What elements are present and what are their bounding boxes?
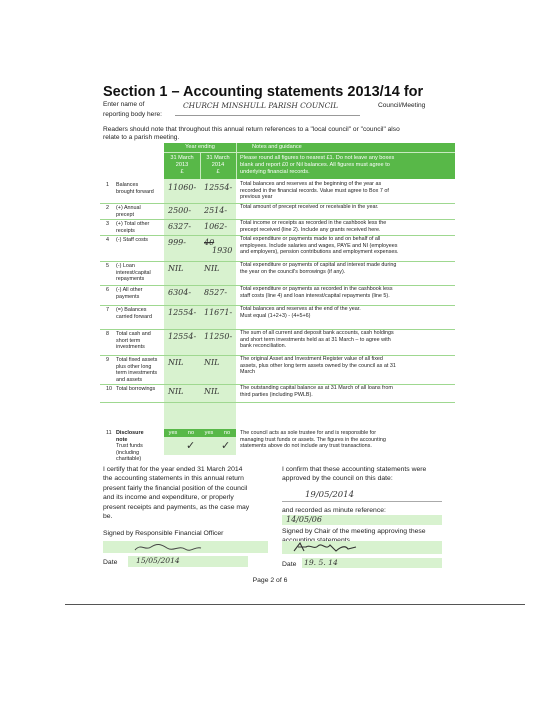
row-label: (+) Annual precept <box>116 205 141 218</box>
row-number: 11 <box>106 430 112 436</box>
value-2013[interactable]: NIL <box>168 358 184 367</box>
value-2013[interactable]: 6304- <box>168 288 192 297</box>
chair-signature-field[interactable] <box>282 541 442 554</box>
signed-chair-label: Signed by Chair of the meeting approving these <box>282 528 426 535</box>
value-2014[interactable]: 11671- <box>204 308 233 317</box>
value-2014[interactable]: NIL <box>204 358 220 367</box>
row-label: Total fixed assets plus other long term investments and assets <box>116 357 158 383</box>
date-label-left: Date <box>103 559 118 566</box>
row-note: Total expenditure or payments made to and on behalf of all employees. Include salaries and wages, PAYE and NI (employees and employers), pension contributions and employment expenses. <box>240 236 399 256</box>
chair-signature <box>292 541 362 554</box>
row-label: Balances brought forward <box>116 182 154 195</box>
row-11-note: The council acts as sole trustee for and is responsible for managing trust funds or assets. The figures in the accounting statements above do not include any trust transactions. <box>240 430 386 450</box>
value-2013[interactable]: 11060- <box>168 183 197 192</box>
reporting-body-name: CHURCH MINSHULL PARISH COUNCIL <box>183 101 339 110</box>
checkmark-icon: ✓ <box>221 439 231 452</box>
value-2014[interactable]: 11250- <box>204 332 233 341</box>
value-2013[interactable]: 6327- <box>168 222 192 231</box>
row-note: The outstanding capital balance as at 31 March of all loans from third parties (including PWLB). <box>240 385 393 398</box>
signed-rfo-label: Signed by Responsible Financial Officer <box>103 530 224 537</box>
row-11-label: Trust funds (including charitable) <box>116 443 143 463</box>
rfo-signature <box>133 541 203 553</box>
date-field-left[interactable] <box>128 556 248 567</box>
notes-guidance: Please round all figures to nearest £1. Do not leave any boxes blank and report £0 or Nil balances. All figures must agree to underlying financial records. <box>240 155 395 175</box>
minute-ref-field[interactable] <box>282 515 442 525</box>
value-2014[interactable]: NIL <box>204 264 220 273</box>
row-label: (=) Balances carried forward <box>116 307 152 320</box>
row-number: 6 <box>106 287 109 293</box>
notes-heading: Notes and guidance <box>252 144 302 150</box>
row-note: Total expenditure or payments of capital and interest made during the year on the council's borrowings (if any). <box>240 262 397 275</box>
date-right: 19. 5. 14 <box>304 558 338 567</box>
reporting-body-field[interactable] <box>175 99 360 116</box>
row-number: 1 <box>106 182 109 188</box>
rfo-signature-field[interactable] <box>103 541 268 553</box>
row-label: (-) Staff costs <box>116 237 148 243</box>
row-label: (-) Loan interest/capital repayments <box>116 263 151 283</box>
value-2013[interactable]: 12554- <box>168 332 197 341</box>
yes-2013[interactable]: yes <box>164 429 182 437</box>
certify-text: I certify that for the year ended 31 March 2014 the accounting statements in this annual return present fairly the financial position of the council and its income and expenditure, or properly present receipts and payments, as the case may be. <box>103 466 250 521</box>
value-2013[interactable]: NIL <box>168 264 184 273</box>
row-label: (+) Total other receipts <box>116 221 150 234</box>
value-2014[interactable]: 40 <box>204 238 215 247</box>
no-2014[interactable]: no <box>218 429 236 437</box>
row-number: 4 <box>106 237 109 243</box>
col-2014-header: 31 March 2014 £ <box>206 155 230 175</box>
value-2014[interactable]: 1062- <box>204 222 228 231</box>
readers-note-line-1: Readers should note that throughout this annual return references to a "local council" or "council" also <box>103 126 400 133</box>
row-number: 7 <box>106 307 109 313</box>
date-field-right[interactable] <box>302 558 442 568</box>
row-number: 5 <box>106 263 109 269</box>
yes-2014[interactable]: yes <box>200 429 218 437</box>
minute-ref: 14/05/06 <box>286 515 322 524</box>
row-11-bold-label: Disclosure note <box>116 430 144 443</box>
date-label-right: Date <box>282 561 297 568</box>
council-meeting-label: Council/Meeting <box>378 102 426 109</box>
value-2013[interactable]: 2500- <box>168 206 192 215</box>
row-note: Total amount of precept received or receivable in the year. <box>240 204 379 210</box>
row-note: Total balances and reserves at the end of the year. Must equal (1+2+3) - (4+5+6) <box>240 306 361 319</box>
value-2013[interactable]: 12554- <box>168 308 197 317</box>
row-label: Total borrowings <box>116 386 156 392</box>
confirm-text: I confirm that these accounting statements were approved by the council on this date: <box>282 466 427 483</box>
readers-note-line-2: relate to a parish meeting. <box>103 134 180 141</box>
checkmark-icon: ✓ <box>186 439 196 452</box>
row-divider <box>100 402 455 403</box>
row-number: 2 <box>106 205 109 211</box>
row-number: 8 <box>106 331 109 337</box>
reporting-label-2: reporting body here: <box>103 111 163 118</box>
row-number: 3 <box>106 221 109 227</box>
date-left: 15/05/2014 <box>136 556 180 565</box>
row-note: Total balances and reserves at the beginning of the year as recorded in the financial records. Value must agree to Box 7 of previous year <box>240 181 389 201</box>
row-note: The original Asset and Investment Register value of all fixed assets, plus other long term assets owned by the council as at 31 March <box>240 356 396 376</box>
minute-ref-label: and recorded as minute reference: <box>282 507 386 514</box>
section-title: Section 1 – Accounting statements 2013/14 for <box>103 84 424 100</box>
reporting-label-1: Enter name of <box>103 101 145 108</box>
value-2014[interactable]: NIL <box>204 387 220 396</box>
no-2013[interactable]: no <box>182 429 200 437</box>
value-2013[interactable]: NIL <box>168 387 184 396</box>
row-number: 10 <box>106 386 112 392</box>
row-note: Total income or receipts as recorded in the cashbook less the precept received (line 2). Include any grants received here. <box>240 220 387 233</box>
value-2014-corrected[interactable]: 1930 <box>212 246 233 255</box>
page-number: Page 2 of 6 <box>252 577 288 584</box>
value-2014[interactable]: 2514- <box>204 206 228 215</box>
year-ending-heading: Year ending <box>185 144 215 150</box>
row-note: Total expenditure or payments as recorded in the cashbook less staff costs (line 4) and loan interest/capital repayments (line 5). <box>240 286 393 299</box>
value-2014[interactable]: 12554- <box>204 183 233 192</box>
row-label: (-) All other payments <box>116 287 143 300</box>
value-2013[interactable]: 999- <box>168 238 186 247</box>
value-2014[interactable]: 8527- <box>204 288 228 297</box>
divider <box>65 604 525 605</box>
row-number: 9 <box>106 357 109 363</box>
row-label: Total cash and short term investments <box>116 331 151 351</box>
row-note: The sum of all current and deposit bank accounts, cash holdings and short term investments held as at 31 March – to agree with bank reconciliation. <box>240 330 394 350</box>
col-2013-header: 31 March 2013 £ <box>170 155 194 175</box>
approval-date: 19/05/2014 <box>305 490 354 500</box>
